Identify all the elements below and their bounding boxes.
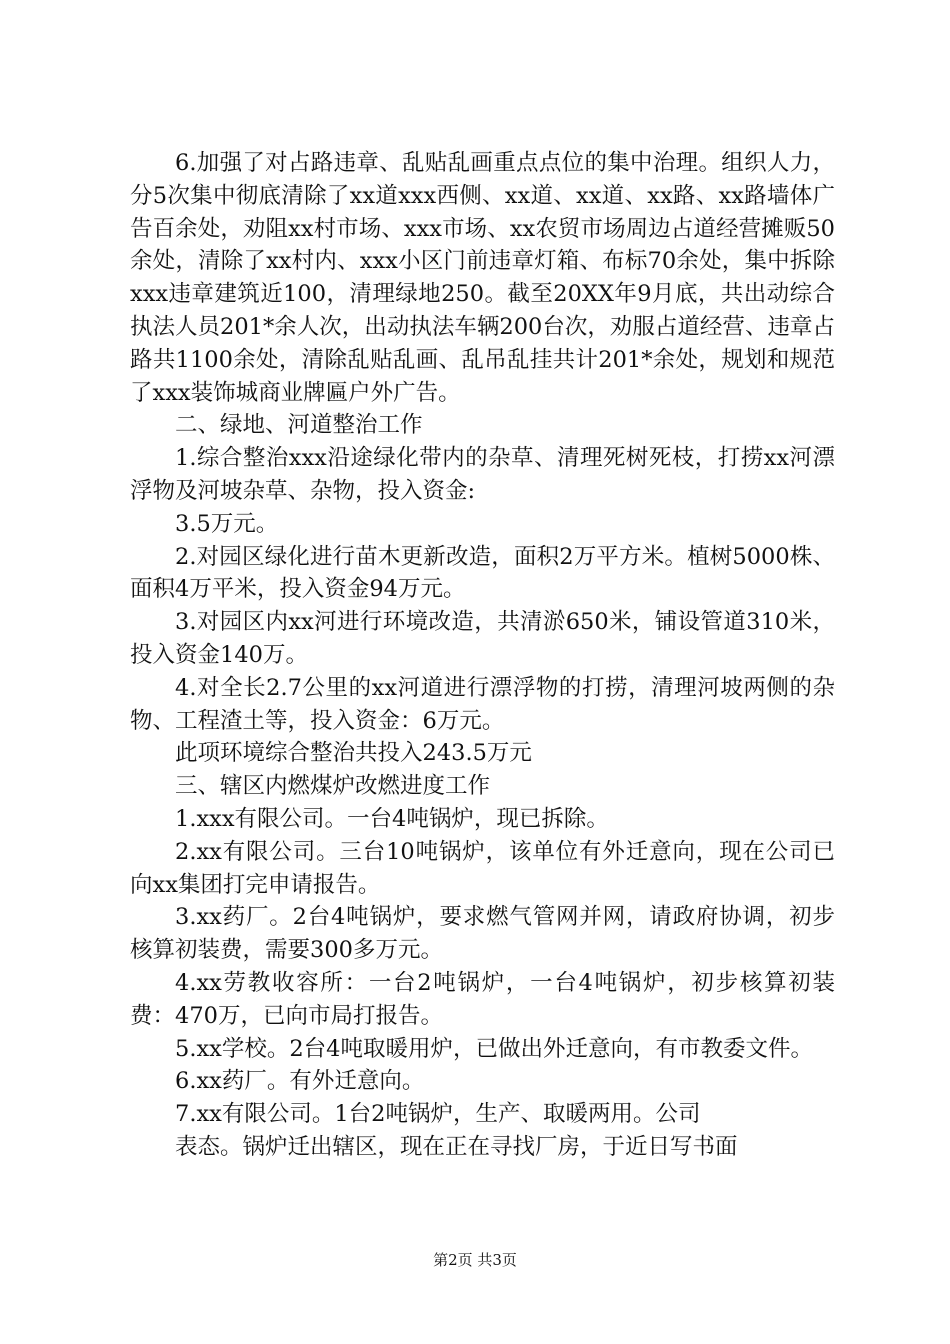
paragraph-boiler-2: 2.xx有限公司。三台10吨锅炉，该单位有外迁意向，现在公司已向xx集团打完申请报告。 bbox=[130, 838, 835, 898]
paragraph-green-2: 2.对园区绿化进行苗木更新改造，面积2万平方米。植树5000株、面积4万平米，投入资金94万元。 bbox=[130, 543, 835, 603]
paragraph-boiler-6: 6.xx药厂。有外迁意向。 bbox=[175, 1068, 425, 1095]
paragraph-green-3: 3.对园区内xx河进行环境改造，共清淤650米，铺设管道310米，投入资金140万。 bbox=[130, 609, 835, 668]
paragraph-green-1-amount: 3.5万元。 bbox=[175, 510, 279, 537]
paragraph-green-total: 此项环境综合整治共投入243.5万元 bbox=[175, 740, 532, 767]
document-body bbox=[130, 147, 835, 1164]
section-heading-green-river: 二、绿地、河道整治工作 bbox=[175, 412, 423, 439]
page-number-footer: 第2页 共3页 bbox=[433, 1251, 517, 1269]
section-heading-boiler: 三、辖区内燃煤炉改燃进度工作 bbox=[175, 773, 491, 800]
paragraph-green-1: 1.综合整治xxx沿途绿化带内的杂草、清理死树死枝，打捞xx河漂浮物及河坡杂草、杂物，投入资金: bbox=[130, 445, 835, 504]
paragraph-boiler-4: 4.xx劳教收容所：一台2吨锅炉，一台4吨锅炉，初步核算初装费：470万，已向市局打报告。 bbox=[130, 969, 835, 1029]
paragraph-boiler-7: 7.xx有限公司。1台2吨锅炉，生产、取暖两用。公司 bbox=[175, 1101, 701, 1128]
paragraph-boiler-1: 1.xxx有限公司。一台4吨锅炉，现已拆除。 bbox=[175, 805, 609, 832]
paragraph-6-occupation-governance: 6.加强了对占路违章、乱贴乱画重点点位的集中治理。组织人力，分5次集中彻底清除了xx道xxx西侧、xx道、xx道、xx路、xx路墙体广告百余处，劝阻xx村市场、xxx市场、xx农贸市场周边占道经营摊贩50余处，清除了xx村内、xxx小区门前违章灯箱、布标70余处，集中拆除xxx违章建筑近100，清理绿地250。截至20XX年9月底，共出动综合执法人员201*余人次，出动执法车辆200台次，劝服占道经营、违章占路共1100余处，清除乱贴乱画、乱吊乱挂共计201*余处，规划和规范了xxx装饰城商业牌匾户外广告。 bbox=[130, 150, 835, 406]
paragraph-boiler-3: 3.xx药厂。2台4吨锅炉，要求燃气管网并网，请政府协调，初步核算初装费，需要300多万元。 bbox=[130, 904, 835, 964]
paragraph-boiler-5: 5.xx学校。2台4吨取暖用炉，已做出外迁意向，有市教委文件。 bbox=[175, 1035, 813, 1062]
paragraph-boiler-7-continued: 表态。锅炉迁出辖区，现在正在寻找厂房，于近日写书面 bbox=[175, 1133, 738, 1160]
paragraph-green-4: 4.对全长2.7公里的xx河道进行漂浮物的打捞，清理河坡两侧的杂物、工程渣土等，投入资金：6万元。 bbox=[130, 674, 835, 734]
